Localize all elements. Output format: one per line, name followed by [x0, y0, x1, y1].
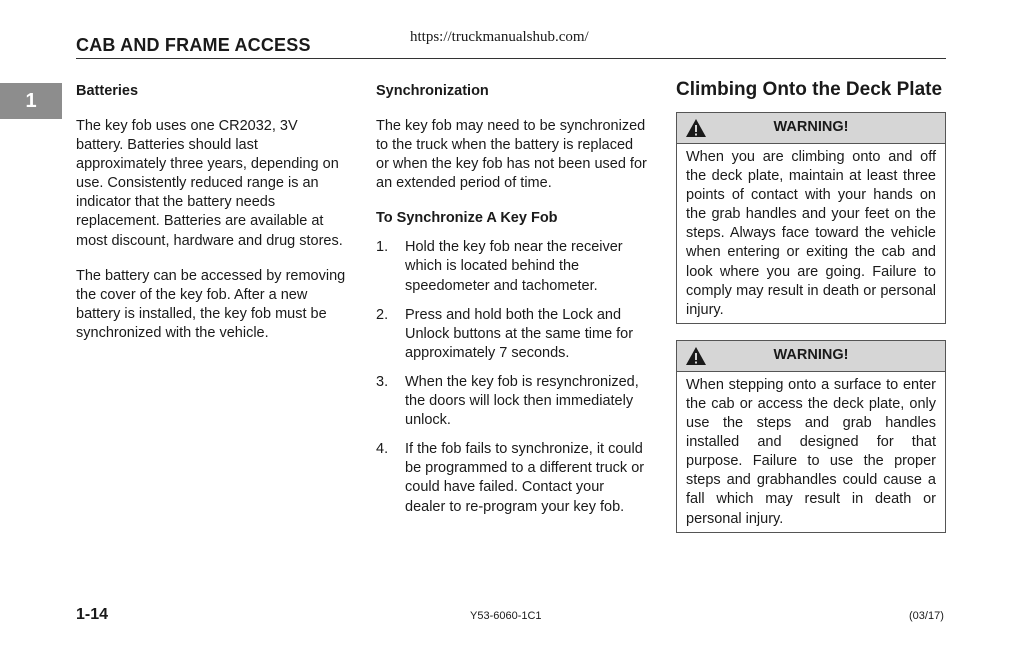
revision-date: (03/17): [909, 610, 944, 622]
warning-text: When stepping onto a surface to enter the cab or access the deck plate, only use the steps and grab handles installed and designed for that purpose. Failure to use the proper steps and grabhandles could cause a fall which may result in death or personal injury.: [686, 376, 936, 527]
warning-header: [677, 113, 945, 144]
step-text: If the fob fails to synchronize, it could be programmed to a different truck or could have failed. Contact your dealer to re-program your key fob.: [405, 441, 645, 515]
synchronize-steps-list: [376, 238, 648, 516]
climbing-section: [676, 78, 946, 549]
warning-label: WARNING!: [773, 347, 849, 364]
list-item: [376, 306, 648, 363]
batteries-paragraph-1: The key fob uses one CR2032, 3V battery. Batteries should last approximately three years, depending on use. Consistently reduced range is an indicator that the battery needs replacement. Batteries are available at most discount, hardware and drug stores.: [76, 118, 343, 249]
chapter-tab: 1: [0, 83, 62, 119]
warning-text: When you are climbing onto and off the deck plate, maintain at least three points of contact with your hands on the grab handles and your feet on the steps. Always face toward the vehicle when entering or exiting the cab and look where you are going. Failure to comply may result in death or personal injury.: [686, 149, 936, 318]
list-item: [376, 238, 648, 295]
step-text: Press and hold both the Lock and Unlock buttons at the same time for approximately 7 seconds.: [405, 306, 634, 361]
step-number: 1.: [376, 239, 389, 256]
batteries-paragraph-2: The battery can be accessed by removing the cover of the key fob. After a new battery is installed, the key fob must be synchronized with the vehicle.: [76, 267, 346, 341]
list-item: [376, 373, 648, 430]
warning-triangle-icon: [685, 346, 707, 366]
synchronization-heading: Synchronization: [376, 83, 489, 99]
step-number: 4.: [376, 441, 389, 458]
synchronization-paragraph: The key fob may need to be synchronized to the truck when the battery is replaced or when the key fob has not been used for an extended period of time.: [376, 118, 647, 192]
document-code: Y53-6060-1C1: [470, 610, 542, 622]
warning-box: [676, 112, 946, 324]
warning-label: WARNING!: [773, 119, 849, 136]
batteries-heading: Batteries: [76, 83, 139, 99]
page-title: CAB AND FRAME ACCESS: [76, 35, 311, 55]
step-number: 3.: [376, 373, 389, 390]
step-text: When the key fob is resynchronized, the doors will lock then immediately unlock.: [405, 373, 639, 429]
list-item: [376, 440, 648, 516]
batteries-section: [76, 82, 348, 359]
synchronization-section: [376, 82, 648, 527]
header-divider: [76, 58, 946, 59]
step-text: Hold the key fob near the receiver which is located behind the speedometer and tachometer.: [405, 239, 623, 294]
page-number: 1-14: [76, 606, 109, 623]
warning-triangle-icon: [685, 118, 707, 138]
climbing-heading: Climbing Onto the Deck Plate: [676, 79, 943, 100]
watermark-url: https://truckmanualshub.com/: [410, 29, 589, 45]
synchronize-procedure-heading: To Synchronize A Key Fob: [376, 210, 558, 227]
warning-header: [677, 341, 945, 372]
step-number: 2.: [376, 306, 389, 323]
warning-box: [676, 340, 946, 533]
